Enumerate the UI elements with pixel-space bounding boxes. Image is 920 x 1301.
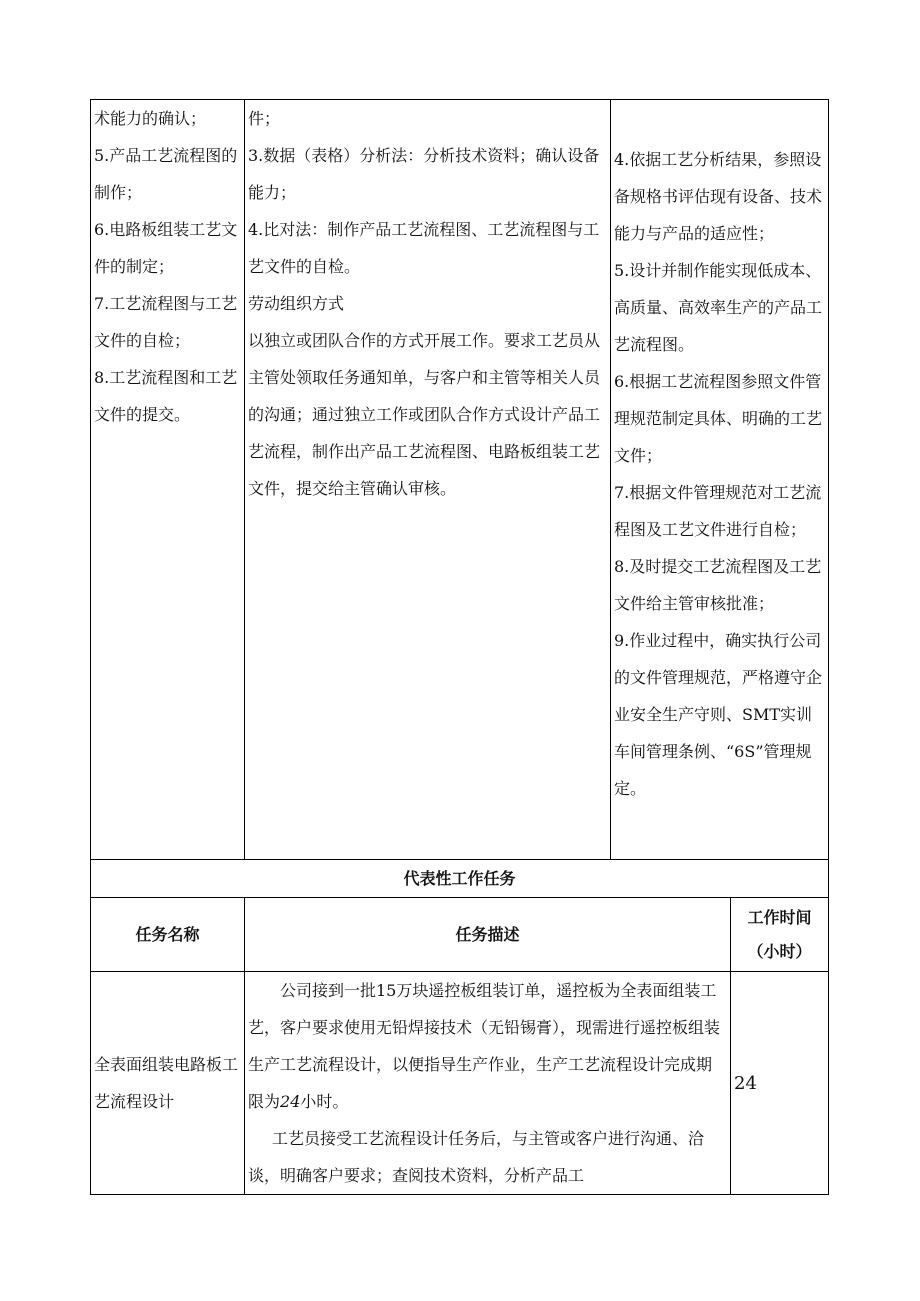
requirement-item: 8.及时提交工艺流程图及工艺文件给主管审核批准； bbox=[614, 557, 822, 613]
method-item: 件； bbox=[248, 109, 281, 128]
upper-row bbox=[91, 100, 829, 860]
desc-text-a: 公司接到一批15万块遥控板组装订单，遥控板为全表面组装工艺，客户要求使用无铅焊接技术（无铅锡膏），现需进行遥控板组装生产工艺流程设计，以便指导生产作业，生产工艺流程设计完成期限为 bbox=[248, 981, 721, 1111]
requirement-item: 6.根据工艺流程图参照文件管理规范制定具体、明确的工艺文件； bbox=[614, 372, 823, 465]
requirement-item: 4.依据工艺分析结果，参照设备规格书评估现有设备、技术能力与产品的适应性； bbox=[614, 150, 823, 243]
methods-cell bbox=[245, 100, 611, 860]
requirement-item: 9.作业过程中，确实执行公司的文件管理规范，严格遵守企业安全生产守则、SMT实训车间管理条例、“6S”管理规定。 bbox=[614, 631, 823, 798]
method-item: 3.数据（表格）分析法：分析技术资料；确认设备能力； bbox=[248, 146, 600, 202]
deadline-value: 24 bbox=[280, 1092, 301, 1111]
work-content-cell bbox=[91, 100, 245, 860]
desc-text-b: 小时。 bbox=[300, 1092, 349, 1111]
task-description-paragraph: 工艺员接受工艺流程设计任务后，与主管或客户进行沟通、洽谈，明确客户要求；查阅技术资料，分析产品工 bbox=[248, 1129, 705, 1185]
section-title: 代表性工作任务 bbox=[91, 860, 829, 898]
task-description-cell bbox=[245, 972, 731, 1195]
work-time-header: 工作时间（小时） bbox=[731, 898, 829, 972]
document-table bbox=[90, 99, 829, 1195]
labor-organization-heading: 劳动组织方式 bbox=[248, 294, 345, 313]
work-item: 6.电路板组装工艺文件的制定； bbox=[94, 220, 238, 276]
work-item: 7.工艺流程图与工艺文件的自检； bbox=[94, 294, 238, 350]
requirement-item: 7.根据文件管理规范对工艺流程图及工艺文件进行自检； bbox=[614, 483, 822, 539]
section-row bbox=[91, 860, 829, 898]
requirement-item: 5.设计并制作能实现低成本、高质量、高效率生产的产品工艺流程图。 bbox=[614, 261, 823, 354]
labor-organization-text: 以独立或团队合作的方式开展工作。要求工艺员从主管处领取任务通知单，与客户和主管等相关人员的沟通；通过独立工作或团队合作方式设计产品工艺流程，制作出产品工艺流程图、电路板组装工艺文件，提交给主管确认审核。 bbox=[248, 331, 601, 498]
work-item: 术能力的确认； bbox=[94, 109, 207, 128]
work-hours-cell: 24 bbox=[731, 972, 829, 1195]
requirements-cell bbox=[611, 100, 829, 860]
task-name-cell: 全表面组装电路板工艺流程设计 bbox=[91, 972, 245, 1195]
task-row bbox=[91, 972, 829, 1195]
work-item: 8.工艺流程图和工艺文件的提交。 bbox=[94, 368, 238, 424]
task-description-paragraph bbox=[248, 972, 727, 1120]
task-name-header: 任务名称 bbox=[91, 898, 245, 972]
work-item: 5.产品工艺流程图的制作； bbox=[94, 146, 238, 202]
task-description-header: 任务描述 bbox=[245, 898, 731, 972]
header-row bbox=[91, 898, 829, 972]
method-item: 4.比对法：制作产品工艺流程图、工艺流程图与工艺文件的自检。 bbox=[248, 220, 600, 276]
